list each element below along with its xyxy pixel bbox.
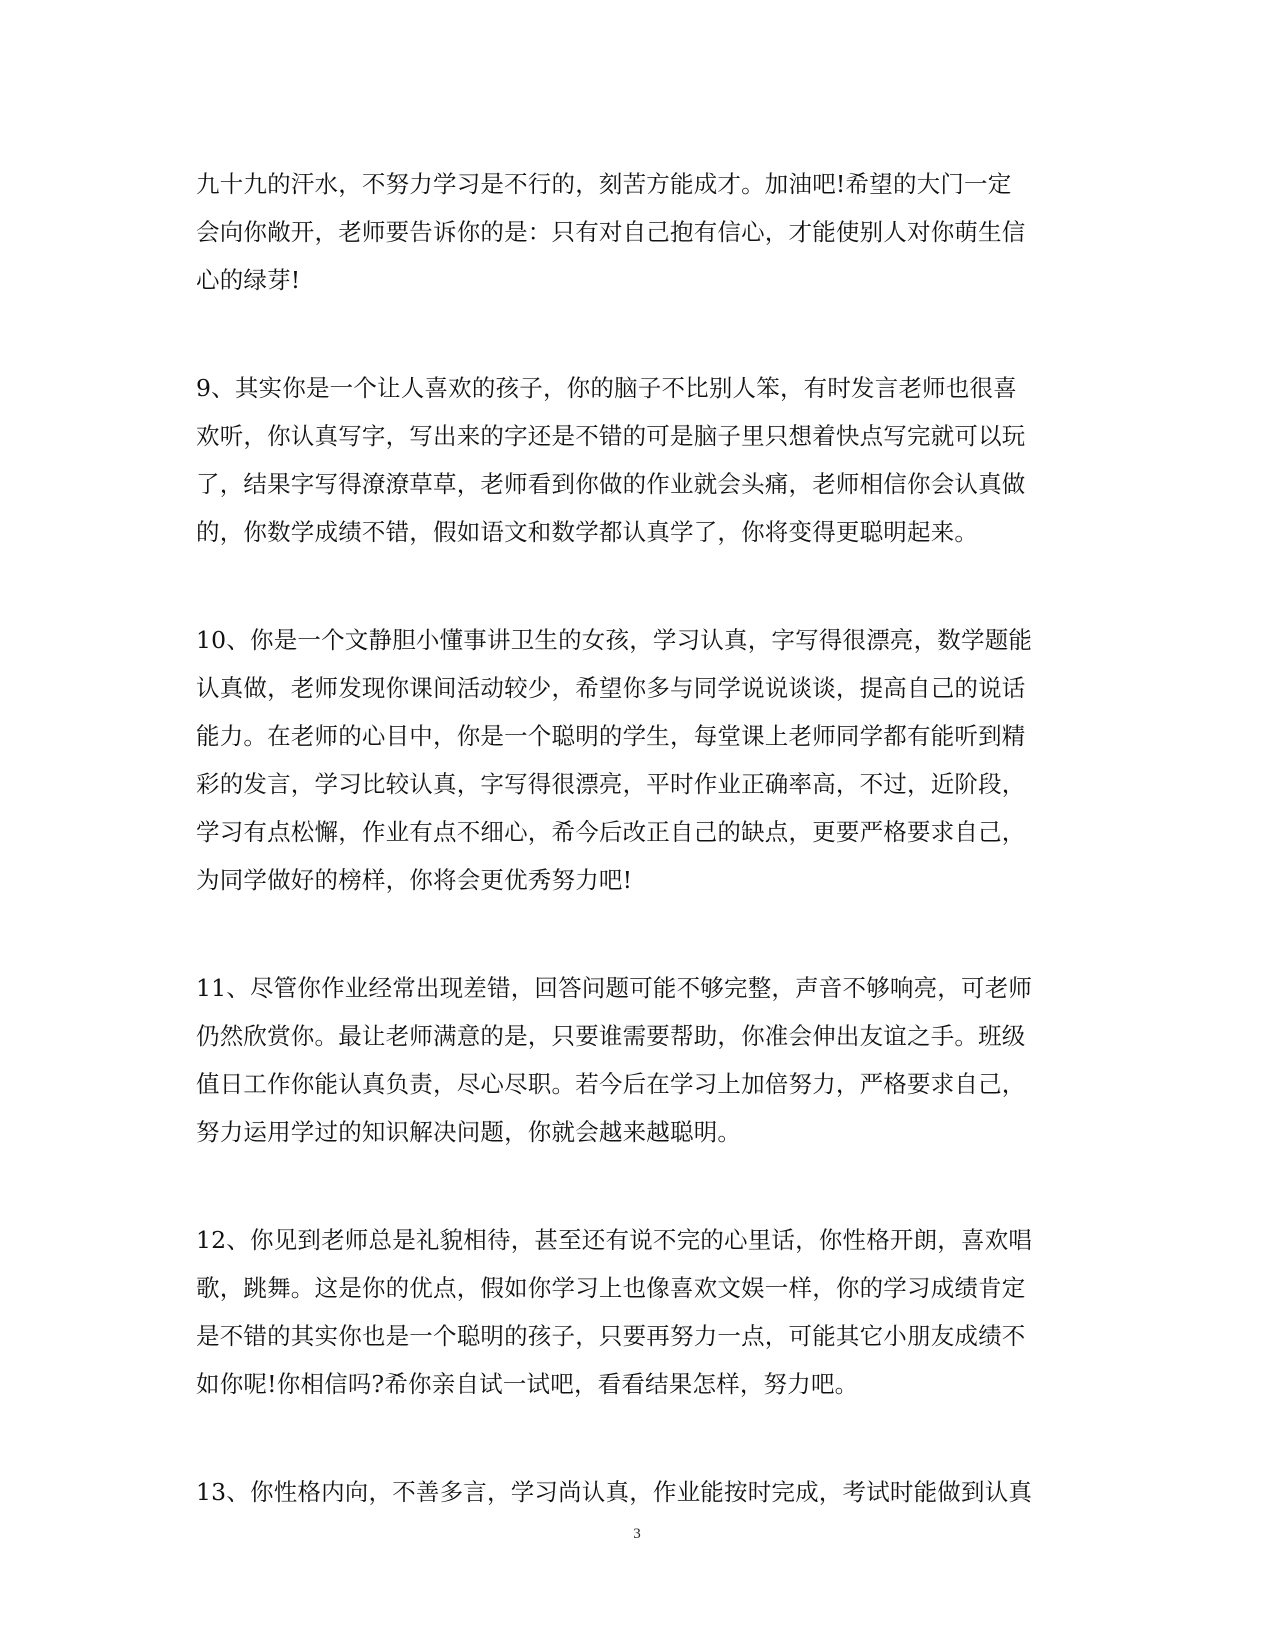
text-line: 能力。在老师的心目中，你是一个聪明的学生，每堂课上老师同学都有能听到精 bbox=[196, 722, 1026, 750]
document-body bbox=[196, 160, 1076, 1576]
paragraph-continuation bbox=[196, 160, 1076, 304]
text-line: 会向你敞开，老师要告诉你的是：只有对自己抱有信心，才能使别人对你萌生信 bbox=[196, 218, 1026, 246]
text-line: 如你呢!你相信吗?希你亲自试一试吧，看看结果怎样，努力吧。 bbox=[196, 1370, 859, 1398]
page-number: 3 bbox=[633, 1526, 641, 1542]
text-line: 13、你性格内向，不善多言，学习尚认真，作业能按时完成，考试时能做到认真 bbox=[196, 1478, 1033, 1506]
text-line: 彩的发言，学习比较认真，字写得很漂亮，平时作业正确率高，不过，近阶段， bbox=[196, 770, 1026, 798]
text-line: 了，结果字写得潦潦草草，老师看到你做的作业就会头痛，老师相信你会认真做 bbox=[196, 470, 1026, 498]
text-line: 努力运用学过的知识解决问题，你就会越来越聪明。 bbox=[196, 1118, 742, 1146]
text-line: 的，你数学成绩不错，假如语文和数学都认真学了，你将变得更聪明起来。 bbox=[196, 518, 979, 546]
text-line: 为同学做好的榜样，你将会更优秀努力吧! bbox=[196, 866, 633, 894]
text-line: 心的绿芽! bbox=[196, 266, 301, 294]
text-line: 仍然欣赏你。最让老师满意的是，只要谁需要帮助，你准会伸出友谊之手。班级 bbox=[196, 1022, 1026, 1050]
text-line: 10、你是一个文静胆小懂事讲卫生的女孩，学习认真，字写得很漂亮，数学题能 bbox=[196, 626, 1033, 654]
text-line: 九十九的汗水，不努力学习是不行的，刻苦方能成才。加油吧!希望的大门一定 bbox=[196, 170, 1012, 198]
paragraph-item-13 bbox=[196, 1468, 1076, 1516]
text-line: 12、你见到老师总是礼貌相待，甚至还有说不完的心里话，你性格开朗，喜欢唱 bbox=[196, 1226, 1033, 1254]
paragraph-item-11 bbox=[196, 964, 1076, 1156]
text-line: 11、尽管你作业经常出现差错，回答问题可能不够完整，声音不够响亮，可老师 bbox=[196, 974, 1033, 1002]
text-line: 歌，跳舞。这是你的优点，假如你学习上也像喜欢文娱一样，你的学习成绩肯定 bbox=[196, 1274, 1026, 1302]
text-line: 9、其实你是一个让人喜欢的孩子，你的脑子不比别人笨，有时发言老师也很喜 bbox=[196, 374, 1017, 402]
text-line: 是不错的其实你也是一个聪明的孩子，只要再努力一点，可能其它小朋友成绩不 bbox=[196, 1322, 1026, 1350]
paragraph-item-12 bbox=[196, 1216, 1076, 1408]
text-line: 欢听，你认真写字，写出来的字还是不错的可是脑子里只想着快点写完就可以玩 bbox=[196, 422, 1026, 450]
text-line: 学习有点松懈，作业有点不细心，希今后改正自己的缺点，更要严格要求自己， bbox=[196, 818, 1026, 846]
paragraph-item-9 bbox=[196, 364, 1076, 556]
text-line: 认真做，老师发现你课间活动较少，希望你多与同学说说谈谈，提高自己的说话 bbox=[196, 674, 1026, 702]
text-line: 值日工作你能认真负责，尽心尽职。若今后在学习上加倍努力，严格要求自己， bbox=[196, 1070, 1026, 1098]
paragraph-item-10 bbox=[196, 616, 1076, 904]
